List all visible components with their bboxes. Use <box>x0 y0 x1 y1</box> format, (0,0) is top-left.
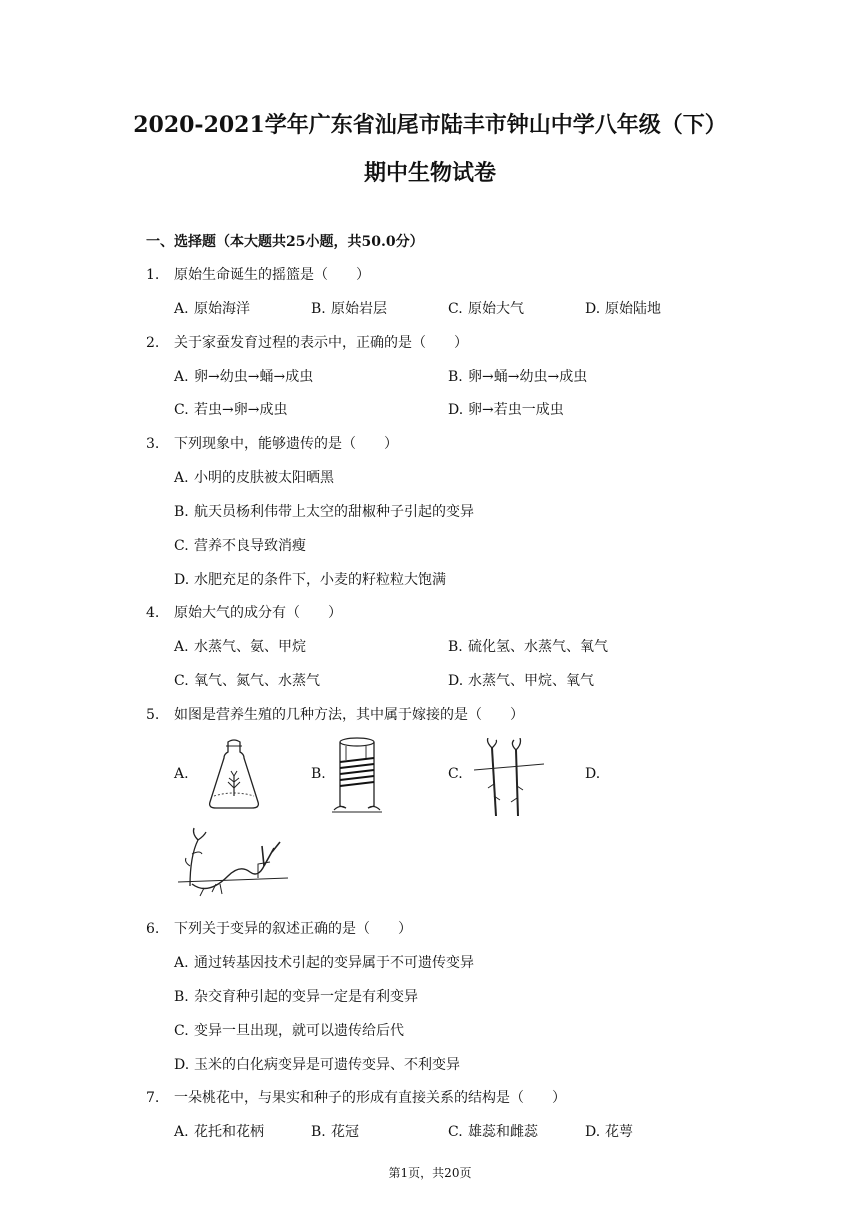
question-7 <box>146 1087 566 1107</box>
question-number: 7. <box>146 1090 160 1106</box>
question-1 <box>146 264 370 284</box>
section-heading: 一、选择题（本大题共25小题，共50.0分） <box>146 234 424 250</box>
q6-option-d: D. 玉米的白化病变异是可遗传变异、不利变异 <box>174 1057 460 1073</box>
q5-option-c-label: C. <box>448 766 463 782</box>
cuttings-illustration <box>474 738 544 818</box>
q1-option-d: D. 原始陆地 <box>585 301 661 317</box>
q2-option-b: B. 卵→蛹→幼虫→成虫 <box>448 369 588 385</box>
q2-option-a: A. 卵→幼虫→蛹→成虫 <box>174 369 314 385</box>
q6-option-c: C. 变异一旦出现，就可以遗传给后代 <box>174 1023 404 1039</box>
q1-option-a: A. 原始海洋 <box>174 301 250 317</box>
q3-option-d: D. 水肥充足的条件下，小麦的籽粒粒大饱满 <box>174 572 446 588</box>
document-title-line1: 2020-2021学年广东省汕尾市陆丰市钟山中学八年级（下） <box>133 112 727 138</box>
q1-option-b: B. 原始岩层 <box>311 301 387 317</box>
q4-option-d: D. 水蒸气、甲烷、氧气 <box>448 673 594 689</box>
tree-stump-graft-illustration <box>332 736 382 816</box>
question-number: 4. <box>146 605 160 621</box>
q7-option-a: A. 花托和花柄 <box>174 1124 264 1140</box>
question-number: 3. <box>146 436 160 452</box>
q3-option-b: B. 航天员杨利伟带上太空的甜椒种子引起的变异 <box>174 504 474 520</box>
q5-option-a-label: A. <box>174 766 189 782</box>
q4-option-a: A. 水蒸气、氨、甲烷 <box>174 639 306 655</box>
q4-option-c: C. 氧气、氮气、水蒸气 <box>174 673 320 689</box>
question-number: 5. <box>146 707 160 723</box>
q2-option-c: C. 若虫→卵→成虫 <box>174 402 288 418</box>
page-footer: 第1页，共20页 <box>388 1166 472 1180</box>
question-5 <box>146 704 524 724</box>
q7-option-c: C. 雄蕊和雌蕊 <box>448 1124 538 1140</box>
question-3 <box>146 433 398 453</box>
question-stem: 下列关于变异的叙述正确的是（ ） <box>174 921 412 937</box>
question-number: 1. <box>146 267 160 283</box>
q7-option-b: B. 花冠 <box>311 1124 359 1140</box>
flask-illustration <box>204 738 264 812</box>
question-stem: 一朵桃花中，与果实和种子的形成有直接关系的结构是（ ） <box>174 1090 566 1106</box>
question-stem: 原始生命诞生的摇篮是（ ） <box>174 267 370 283</box>
q5-option-b-label: B. <box>311 766 326 782</box>
question-number: 2. <box>146 335 160 351</box>
q5-option-d-label: D. <box>585 766 601 782</box>
q6-option-a: A. 通过转基因技术引起的变异属于不可遗传变异 <box>174 955 474 971</box>
q4-option-b: B. 硫化氢、水蒸气、氧气 <box>448 639 608 655</box>
question-stem: 关于家蚕发育过程的表示中，正确的是（ ） <box>174 335 468 351</box>
q3-option-a: A. 小明的皮肤被太阳晒黑 <box>174 470 334 486</box>
question-4 <box>146 602 342 622</box>
question-stem: 原始大气的成分有（ ） <box>174 605 342 621</box>
q7-option-d: D. 花萼 <box>585 1124 633 1140</box>
question-stem: 下列现象中，能够遗传的是（ ） <box>174 436 398 452</box>
question-stem: 如图是营养生殖的几种方法，其中属于嫁接的是（ ） <box>174 707 524 723</box>
q2-option-d: D. 卵→若虫一成虫 <box>448 402 564 418</box>
q6-option-b: B. 杂交育种引起的变异一定是有利变异 <box>174 989 418 1005</box>
question-number: 6. <box>146 921 160 937</box>
question-2 <box>146 332 468 352</box>
q3-option-c: C. 营养不良导致消瘦 <box>174 538 306 554</box>
document-title-line2: 期中生物试卷 <box>363 160 496 186</box>
layering-illustration <box>178 826 288 902</box>
question-6 <box>146 918 412 938</box>
q1-option-c: C. 原始大气 <box>448 301 524 317</box>
